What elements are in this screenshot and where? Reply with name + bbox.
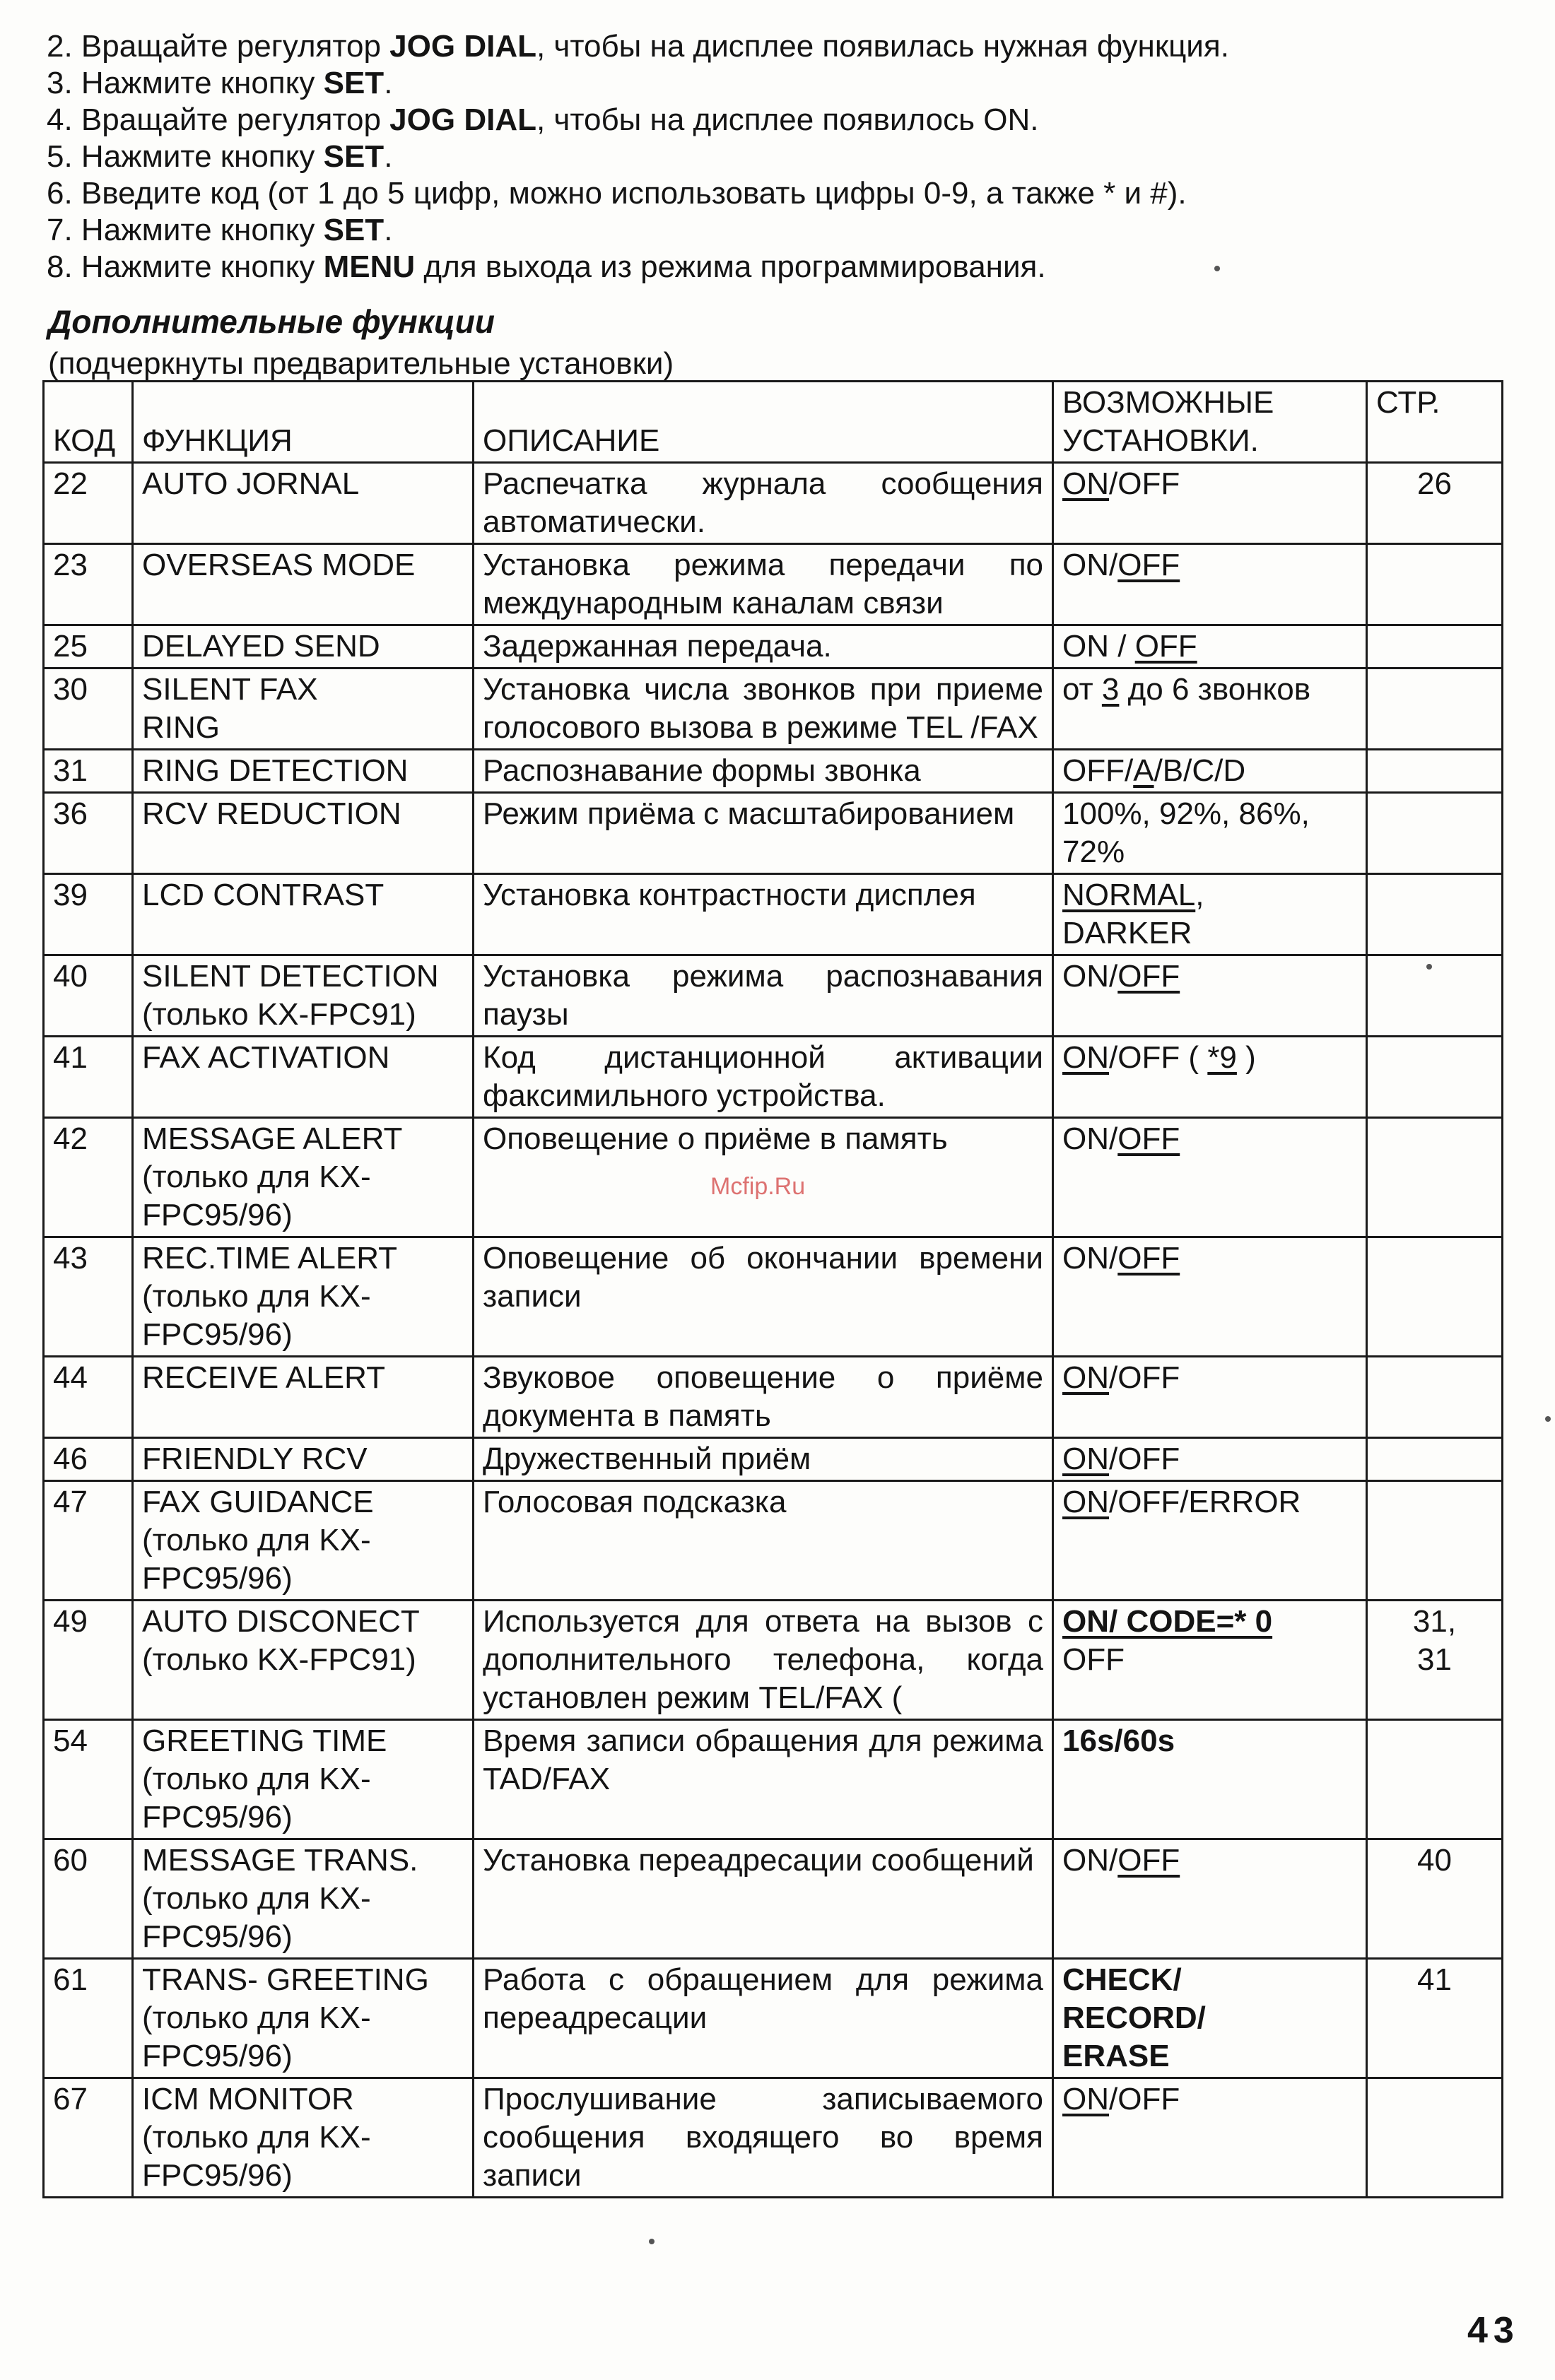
- setting-option: от: [1062, 672, 1102, 707]
- function-name: TRANS- GREETING (только для KX-FPC95/96): [142, 1962, 429, 2073]
- cell-page: [1367, 1601, 1503, 1720]
- step-keyword: SET: [323, 213, 385, 247]
- settings-line: [1062, 1359, 1357, 1397]
- table-row: [44, 1037, 1503, 1118]
- function-name: OVERSEAS MODE: [142, 548, 416, 582]
- cell-code: 30: [44, 668, 133, 750]
- cell-code: 39: [44, 874, 133, 955]
- table-header-row: [44, 382, 1503, 463]
- cell-function: [133, 1601, 474, 1720]
- cell-function: [133, 793, 474, 874]
- page-reference: 31: [1417, 1642, 1452, 1677]
- cell-page: [1367, 1237, 1503, 1357]
- settings-line: [1062, 628, 1357, 666]
- cell-settings: [1053, 750, 1367, 793]
- functions-table: [42, 380, 1503, 2198]
- cell-description: Установка переадресации сообщений: [474, 1839, 1053, 1959]
- instruction-steps: [47, 28, 1503, 285]
- cell-page: [1367, 1720, 1503, 1839]
- instruction-step: [47, 249, 1503, 285]
- cell-page: [1367, 2078, 1503, 2198]
- settings-line: [1062, 1842, 1357, 1880]
- settings-line: [1062, 1603, 1357, 1641]
- cell-code: 42: [44, 1118, 133, 1237]
- function-name: LCD CONTRAST: [142, 878, 385, 912]
- setting-option: ON/: [1062, 959, 1118, 994]
- settings-line: [1062, 958, 1357, 996]
- cell-page: [1367, 1438, 1503, 1481]
- step-text-tail: для выхода из режима программирования.: [415, 249, 1046, 284]
- cell-code: 40: [44, 955, 133, 1037]
- cell-settings: [1053, 955, 1367, 1037]
- function-name: AUTO JORNAL: [142, 466, 360, 501]
- cell-function: [133, 544, 474, 625]
- cell-page: [1367, 1959, 1503, 2078]
- settings-line: [1062, 795, 1357, 833]
- scan-speck: [1426, 964, 1432, 970]
- settings-line: [1062, 1722, 1357, 1760]
- setting-option: ON/: [1062, 1843, 1118, 1878]
- step-text: 5. Нажмите кнопку: [47, 139, 324, 174]
- function-name: MESSAGE ALERT (только для KX-FPC95/96): [142, 1121, 402, 1232]
- table-body: [44, 463, 1503, 2198]
- cell-function: [133, 1720, 474, 1839]
- cell-settings: [1053, 625, 1367, 668]
- cell-code: 22: [44, 463, 133, 544]
- page-number: 43: [1467, 2310, 1520, 2351]
- cell-description: Оповещение об окончании времени записи: [474, 1237, 1053, 1357]
- cell-function: [133, 1037, 474, 1118]
- cell-description: Голосовая подсказка: [474, 1481, 1053, 1601]
- cell-code: 54: [44, 1720, 133, 1839]
- default-setting: ON: [1062, 466, 1109, 501]
- cell-code: 44: [44, 1357, 133, 1438]
- section-note: (подчеркнуты предварительные установки): [48, 346, 674, 381]
- page-reference: 41: [1417, 1962, 1452, 1997]
- cell-settings: [1053, 1959, 1367, 2078]
- setting-option: 72%: [1062, 835, 1125, 869]
- cell-description: Звуковое оповещение о приёме документа в память: [474, 1357, 1053, 1438]
- default-setting: A: [1133, 753, 1154, 788]
- cell-page: [1367, 1839, 1503, 1959]
- settings-line: [1062, 1039, 1357, 1077]
- cell-settings: [1053, 1118, 1367, 1237]
- function-name: DELAYED SEND: [142, 629, 380, 664]
- step-keyword: JOG DIAL: [389, 29, 536, 64]
- settings-line: [1062, 833, 1357, 871]
- function-name: RECEIVE ALERT: [142, 1360, 385, 1395]
- function-name: SILENT DETECTION (только KX-FPC91): [142, 959, 439, 1032]
- setting-option: OFF: [1062, 1642, 1125, 1677]
- setting-option: ON /: [1062, 629, 1135, 664]
- table-row: [44, 625, 1503, 668]
- cell-code: 41: [44, 1037, 133, 1118]
- step-text: 2. Вращайте регулятор: [47, 29, 390, 64]
- cell-function: [133, 1481, 474, 1601]
- setting-option: ON/: [1062, 548, 1118, 582]
- table-row: [44, 463, 1503, 544]
- function-name: FAX GUIDANCE (только для KX-FPC95/96): [142, 1485, 374, 1596]
- setting-option: до 6 звонков: [1119, 672, 1311, 707]
- cell-description: Задержанная передача.: [474, 625, 1053, 668]
- instruction-step: [47, 212, 1503, 249]
- cell-code: 36: [44, 793, 133, 874]
- cell-settings: [1053, 1720, 1367, 1839]
- cell-code: 61: [44, 1959, 133, 2078]
- cell-function: [133, 2078, 474, 2198]
- default-setting: OFF: [1134, 629, 1197, 664]
- cell-description: Режим приёма с масштабированием: [474, 793, 1053, 874]
- settings-line: [1062, 1961, 1357, 1999]
- cell-function: [133, 874, 474, 955]
- setting-option: DARKER: [1062, 916, 1192, 950]
- function-name: GREETING TIME (только для KX-FPC95/96): [142, 1724, 387, 1834]
- cell-page: [1367, 1357, 1503, 1438]
- function-name: MESSAGE TRANS. (только для KX-FPC95/96): [142, 1843, 418, 1954]
- cell-function: [133, 1237, 474, 1357]
- header-settings-line-2: УСТАНОВКИ.: [1062, 423, 1259, 458]
- settings-line: [1062, 1483, 1357, 1521]
- cell-page: [1367, 463, 1503, 544]
- setting-option: ,: [1195, 878, 1204, 912]
- settings-line: [1062, 2080, 1357, 2119]
- settings-line: [1062, 752, 1357, 790]
- function-name: RCV REDUCTION: [142, 796, 401, 831]
- step-keyword: SET: [323, 139, 385, 174]
- default-setting: OFF: [1117, 959, 1180, 994]
- cell-code: 25: [44, 625, 133, 668]
- step-text-tail: .: [384, 66, 393, 100]
- step-text-tail: .: [384, 139, 393, 174]
- instruction-step: [47, 175, 1503, 212]
- settings-line: [1062, 1120, 1357, 1158]
- cell-description: Установка режима распознавания паузы: [474, 955, 1053, 1037]
- default-setting: ON: [1062, 1040, 1109, 1075]
- setting-option: /OFF: [1109, 1442, 1180, 1476]
- cell-description: Код дистанционной активации факсимильного устройства.: [474, 1037, 1053, 1118]
- default-setting: ON: [1062, 1360, 1109, 1395]
- header-page: СТР.: [1367, 382, 1503, 463]
- cell-settings: [1053, 1237, 1367, 1357]
- step-keyword: MENU: [323, 249, 416, 284]
- setting-option: 16s/60s: [1062, 1724, 1175, 1758]
- default-setting: NORMAL: [1062, 878, 1196, 912]
- cell-function: [133, 1959, 474, 2078]
- table-row: [44, 1481, 1503, 1601]
- step-text-tail: , чтобы на дисплее появилось ON.: [536, 102, 1039, 137]
- header-code: КОД: [44, 382, 133, 463]
- table-row: [44, 874, 1503, 955]
- cell-page: [1367, 668, 1503, 750]
- header-description: ОПИСАНИЕ: [474, 382, 1053, 463]
- settings-line: [1062, 546, 1357, 584]
- table-row: [44, 793, 1503, 874]
- table-row: [44, 1438, 1503, 1481]
- setting-option: ): [1236, 1040, 1256, 1075]
- setting-option: /OFF: [1109, 2082, 1180, 2116]
- instruction-step: [47, 65, 1503, 102]
- cell-settings: [1053, 1438, 1367, 1481]
- cell-function: [133, 625, 474, 668]
- cell-code: 46: [44, 1438, 133, 1481]
- step-text: 6. Введите код (от 1 до 5 цифр, можно использовать цифры 0-9, а также * и #).: [47, 176, 1187, 211]
- cell-description: Установка режима передачи по международным каналам связи: [474, 544, 1053, 625]
- settings-line: [1062, 1999, 1357, 2037]
- step-text: 3. Нажмите кнопку: [47, 66, 324, 100]
- table-row: [44, 1720, 1503, 1839]
- default-setting: OFF: [1117, 1843, 1180, 1878]
- cell-function: [133, 750, 474, 793]
- page-reference: 31,: [1412, 1604, 1457, 1639]
- table-row: [44, 1601, 1503, 1720]
- function-name: RING DETECTION: [142, 753, 409, 788]
- cell-code: 43: [44, 1237, 133, 1357]
- setting-option: /OFF (: [1109, 1040, 1208, 1075]
- setting-option: /B/C/D: [1154, 753, 1246, 788]
- cell-description: Работа с обращением для режима переадресации: [474, 1959, 1053, 2078]
- cell-description: Распечатка журнала сообщения автоматически.: [474, 463, 1053, 544]
- cell-settings: [1053, 1601, 1367, 1720]
- cell-settings: [1053, 793, 1367, 874]
- default-setting: ON: [1062, 1442, 1109, 1476]
- default-setting: OFF: [1117, 1241, 1180, 1276]
- table-row: [44, 1839, 1503, 1959]
- step-text: 7. Нажмите кнопку: [47, 213, 324, 247]
- function-name: RING: [142, 710, 220, 745]
- table-row: [44, 544, 1503, 625]
- default-setting: *9: [1207, 1040, 1237, 1075]
- function-name: AUTO DISCONECT (только KX-FPC91): [142, 1604, 419, 1677]
- setting-option: ON/: [1062, 1121, 1118, 1156]
- setting-option: /OFF: [1109, 466, 1180, 501]
- function-name: SILENT FAX: [142, 672, 318, 707]
- step-text-tail: , чтобы на дисплее появилась нужная функция.: [536, 29, 1229, 64]
- cell-page: [1367, 625, 1503, 668]
- cell-description: Установка контрастности дисплея: [474, 874, 1053, 955]
- cell-function: [133, 668, 474, 750]
- cell-function: [133, 1118, 474, 1237]
- setting-option: RECORD/: [1062, 2001, 1206, 2035]
- cell-code: 23: [44, 544, 133, 625]
- table-row: [44, 668, 1503, 750]
- default-setting: OFF: [1117, 1121, 1180, 1156]
- setting-option: ERASE: [1062, 2039, 1170, 2073]
- function-name: ICM MONITOR (только для KX-FPC95/96): [142, 2082, 371, 2193]
- cell-page: [1367, 793, 1503, 874]
- step-keyword: SET: [323, 66, 385, 100]
- instruction-step: [47, 102, 1503, 139]
- function-name: FRIENDLY RCV: [142, 1442, 368, 1476]
- step-text: 8. Нажмите кнопку: [47, 249, 324, 284]
- cell-page: [1367, 1037, 1503, 1118]
- default-setting: ON: [1062, 2082, 1109, 2116]
- settings-line: [1062, 914, 1357, 953]
- cell-function: [133, 955, 474, 1037]
- settings-line: [1062, 1440, 1357, 1478]
- setting-option: /OFF: [1109, 1360, 1180, 1395]
- header-function: ФУНКЦИЯ: [133, 382, 474, 463]
- table-row: [44, 1237, 1503, 1357]
- instruction-step: [47, 28, 1503, 65]
- cell-function: [133, 1357, 474, 1438]
- cell-code: 49: [44, 1601, 133, 1720]
- cell-page: [1367, 1481, 1503, 1601]
- cell-code: 60: [44, 1839, 133, 1959]
- header-settings-line-1: ВОЗМОЖНЫЕ: [1062, 385, 1274, 420]
- setting-option: /OFF/ERROR: [1109, 1485, 1301, 1519]
- cell-settings: [1053, 463, 1367, 544]
- cell-description: Установка числа звонков при приеме голосового вызова в режиме TEL /FAX: [474, 668, 1053, 750]
- cell-description: Оповещение о приёме в память: [474, 1118, 1053, 1237]
- settings-line: [1062, 876, 1357, 914]
- cell-settings: [1053, 1037, 1367, 1118]
- cell-code: 67: [44, 2078, 133, 2198]
- cell-page: [1367, 750, 1503, 793]
- cell-page: [1367, 874, 1503, 955]
- settings-line: [1062, 671, 1357, 709]
- watermark-text: Mcfip.Ru: [710, 1173, 806, 1200]
- scan-speck: [1214, 266, 1220, 271]
- cell-description: Время записи обращения для режима TAD/FAX: [474, 1720, 1053, 1839]
- default-setting: OFF: [1117, 548, 1180, 582]
- default-setting: ON: [1062, 1485, 1109, 1519]
- cell-page: [1367, 955, 1503, 1037]
- cell-page: [1367, 544, 1503, 625]
- table-row: [44, 1357, 1503, 1438]
- setting-option: CHECK/: [1062, 1962, 1182, 1997]
- cell-function: [133, 1839, 474, 1959]
- scan-speck: [649, 2239, 655, 2244]
- table-row: [44, 750, 1503, 793]
- cell-code: 47: [44, 1481, 133, 1601]
- cell-settings: [1053, 2078, 1367, 2198]
- settings-line: [1062, 1239, 1357, 1278]
- table-row: [44, 955, 1503, 1037]
- section-title: Дополнительные функции: [48, 303, 495, 340]
- cell-settings: [1053, 668, 1367, 750]
- instruction-step: [47, 139, 1503, 175]
- cell-page: [1367, 1118, 1503, 1237]
- cell-settings: [1053, 544, 1367, 625]
- table-row: [44, 2078, 1503, 2198]
- cell-code: 31: [44, 750, 133, 793]
- settings-line: [1062, 465, 1357, 503]
- cell-settings: [1053, 1481, 1367, 1601]
- setting-option: 100%, 92%, 86%,: [1062, 796, 1310, 831]
- table-row: [44, 1959, 1503, 2078]
- cell-description: Используется для ответа на вызов с дополнительного телефона, когда установлен режим TEL/FAX (: [474, 1601, 1053, 1720]
- settings-line: [1062, 1641, 1357, 1679]
- step-keyword: JOG DIAL: [389, 102, 536, 137]
- cell-description: Распознавание формы звонка: [474, 750, 1053, 793]
- header-settings: [1053, 382, 1367, 463]
- function-name: REC.TIME ALERT (только для KX-FPC95/96): [142, 1241, 397, 1352]
- settings-line: [1062, 2037, 1357, 2075]
- page-reference: 40: [1417, 1843, 1452, 1878]
- cell-settings: [1053, 1357, 1367, 1438]
- cell-function: [133, 463, 474, 544]
- setting-option: OFF/: [1062, 753, 1134, 788]
- default-setting: 3: [1101, 672, 1120, 707]
- scan-speck: [1545, 1416, 1551, 1422]
- default-setting: ON/ CODE=* 0: [1062, 1604, 1273, 1639]
- function-name: FAX ACTIVATION: [142, 1040, 390, 1075]
- setting-option: ON/: [1062, 1241, 1118, 1276]
- step-text-tail: .: [384, 213, 393, 247]
- cell-function: [133, 1438, 474, 1481]
- cell-description: Прослушивание записываемого сообщения входящего во время записи: [474, 2078, 1053, 2198]
- step-text: 4. Вращайте регулятор: [47, 102, 390, 137]
- cell-description: Дружественный приём: [474, 1438, 1053, 1481]
- cell-settings: [1053, 1839, 1367, 1959]
- page-reference: 26: [1417, 466, 1452, 501]
- cell-settings: [1053, 874, 1367, 955]
